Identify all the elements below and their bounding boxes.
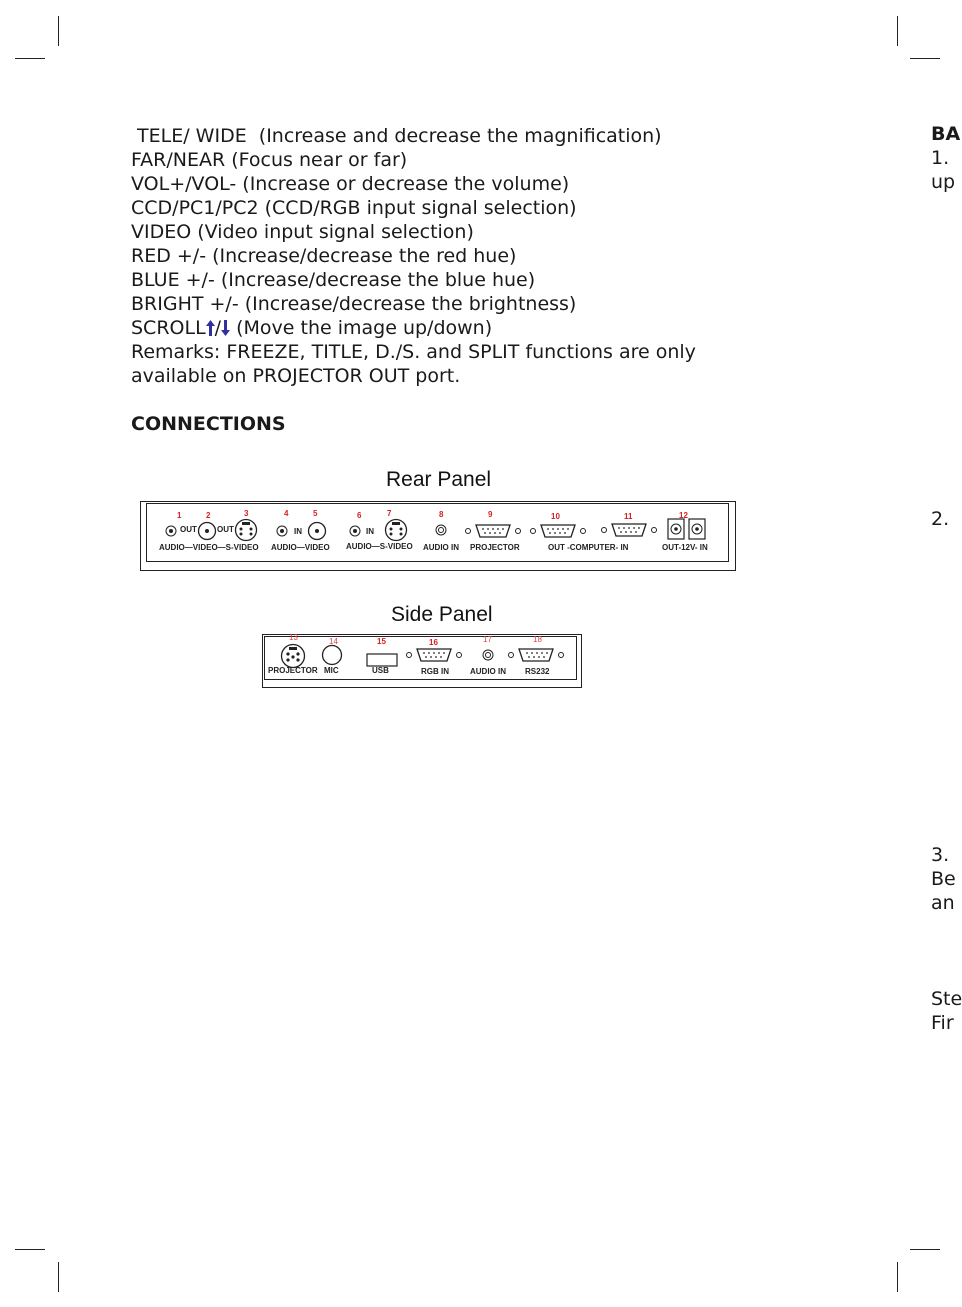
audio-jack-icon bbox=[435, 524, 447, 536]
crop-mark bbox=[897, 16, 898, 46]
right-column-text: up bbox=[931, 171, 956, 193]
port-number: 7 bbox=[387, 509, 392, 518]
scroll-separator: / bbox=[214, 317, 222, 339]
mic-jack-icon bbox=[321, 644, 343, 666]
function-list bbox=[131, 124, 831, 388]
function-line: BRIGHT +/- (Increase/decrease the brightness) bbox=[131, 293, 577, 315]
remarks-line: available on PROJECTOR OUT port. bbox=[131, 365, 461, 387]
power-label: OUT-12V- IN bbox=[662, 543, 708, 552]
vga-port-icon bbox=[405, 647, 463, 663]
right-column-text: 1. bbox=[931, 147, 950, 169]
port-number: 10 bbox=[551, 512, 560, 521]
function-line: CCD/PC1/PC2 (CCD/RGB input signal selection) bbox=[131, 197, 577, 219]
rs232-port-icon bbox=[507, 647, 565, 663]
function-line: RED +/- (Increase/decrease the red hue) bbox=[131, 245, 517, 267]
crop-mark bbox=[58, 1262, 59, 1292]
rgb-in-label: RGB IN bbox=[421, 667, 449, 676]
rs232-label: RS232 bbox=[525, 667, 550, 676]
function-line: TELE/ WIDE (Increase and decrease the magnification) bbox=[131, 125, 662, 147]
computer-label: OUT -COMPUTER- IN bbox=[548, 543, 629, 552]
right-column-text: 3. bbox=[931, 844, 950, 866]
port-number: 6 bbox=[357, 511, 362, 520]
svideo-port-icon bbox=[234, 518, 258, 542]
crop-mark bbox=[910, 58, 940, 59]
vga-port-icon bbox=[464, 523, 522, 539]
out-label: OUT bbox=[217, 525, 234, 534]
right-column-text: 2. bbox=[931, 508, 950, 530]
rca-jack-icon bbox=[307, 521, 327, 541]
vga-port-icon bbox=[600, 522, 658, 538]
group-label: AUDIO—VIDEO bbox=[271, 543, 330, 552]
port-number: 8 bbox=[439, 510, 444, 519]
function-line: FAR/NEAR (Focus near or far) bbox=[131, 149, 408, 171]
group-label: AUDIO—VIDEO—S-VIDEO bbox=[159, 543, 259, 552]
rca-jack-icon bbox=[197, 521, 217, 541]
vga-port-icon bbox=[529, 523, 587, 539]
audio-in-label: AUDIO IN bbox=[423, 543, 459, 552]
port-number: 1 bbox=[177, 511, 182, 520]
scroll-suffix: (Move the image up/down) bbox=[230, 317, 493, 339]
port-number: 4 bbox=[284, 509, 289, 518]
port-number: 3 bbox=[244, 509, 249, 518]
side-panel-title: Side Panel bbox=[391, 603, 493, 626]
crop-mark bbox=[910, 1249, 940, 1250]
port-number: 12 bbox=[679, 511, 688, 520]
port-number: 14 bbox=[329, 637, 338, 646]
crop-mark bbox=[897, 1262, 898, 1292]
side-panel-diagram bbox=[262, 634, 582, 688]
rca-jack-icon bbox=[165, 525, 177, 537]
function-line: VOL+/VOL- (Increase or decrease the volume) bbox=[131, 173, 570, 195]
projector-label: PROJECTOR bbox=[470, 543, 520, 552]
right-column-text: an bbox=[931, 892, 955, 914]
in-label: IN bbox=[294, 527, 302, 536]
right-column-text: Ste bbox=[931, 988, 962, 1010]
in-label: IN bbox=[366, 527, 374, 536]
crop-mark bbox=[58, 16, 59, 46]
port-number: 5 bbox=[313, 509, 318, 518]
crop-mark bbox=[15, 1249, 45, 1250]
right-column-text: Fir bbox=[931, 1012, 954, 1034]
port-number: 18 bbox=[533, 635, 542, 644]
right-column-text: Be bbox=[931, 868, 956, 890]
usb-label: USB bbox=[372, 666, 389, 675]
rca-jack-icon bbox=[349, 525, 361, 537]
projector-label: PROJECTOR bbox=[268, 666, 318, 675]
arrow-down-icon bbox=[221, 318, 230, 342]
rca-jack-icon bbox=[276, 525, 288, 537]
port-number: 17 bbox=[483, 635, 492, 644]
svideo-port-icon bbox=[384, 518, 408, 542]
audio-jack-icon bbox=[482, 649, 494, 661]
remarks-line: Remarks: FREEZE, TITLE, D./S. and SPLIT functions are only bbox=[131, 341, 696, 363]
port-number: 13 bbox=[289, 633, 298, 642]
function-line: BLUE +/- (Increase/decrease the blue hue) bbox=[131, 269, 536, 291]
crop-mark bbox=[15, 58, 45, 59]
function-line: VIDEO (Video input signal selection) bbox=[131, 221, 474, 243]
audio-in-label: AUDIO IN bbox=[470, 667, 506, 676]
section-heading: CONNECTIONS bbox=[131, 413, 286, 435]
arrow-up-icon bbox=[206, 318, 215, 342]
mic-label: MIC bbox=[324, 666, 339, 675]
port-number: 2 bbox=[206, 511, 211, 520]
rear-panel-diagram bbox=[140, 501, 736, 571]
port-number: 9 bbox=[488, 510, 493, 519]
scroll-prefix: SCROLL bbox=[131, 317, 206, 339]
port-number: 11 bbox=[624, 512, 633, 521]
usb-port-icon bbox=[366, 653, 398, 667]
right-column-heading: BA bbox=[931, 123, 961, 145]
dc-power-jack-icon bbox=[667, 518, 707, 540]
scroll-line bbox=[131, 316, 831, 340]
rear-panel-title: Rear Panel bbox=[386, 468, 492, 491]
port-number: 16 bbox=[429, 638, 438, 647]
group-label: AUDIO—S-VIDEO bbox=[346, 542, 413, 551]
port-number: 15 bbox=[377, 637, 386, 646]
out-label: OUT bbox=[180, 525, 197, 534]
